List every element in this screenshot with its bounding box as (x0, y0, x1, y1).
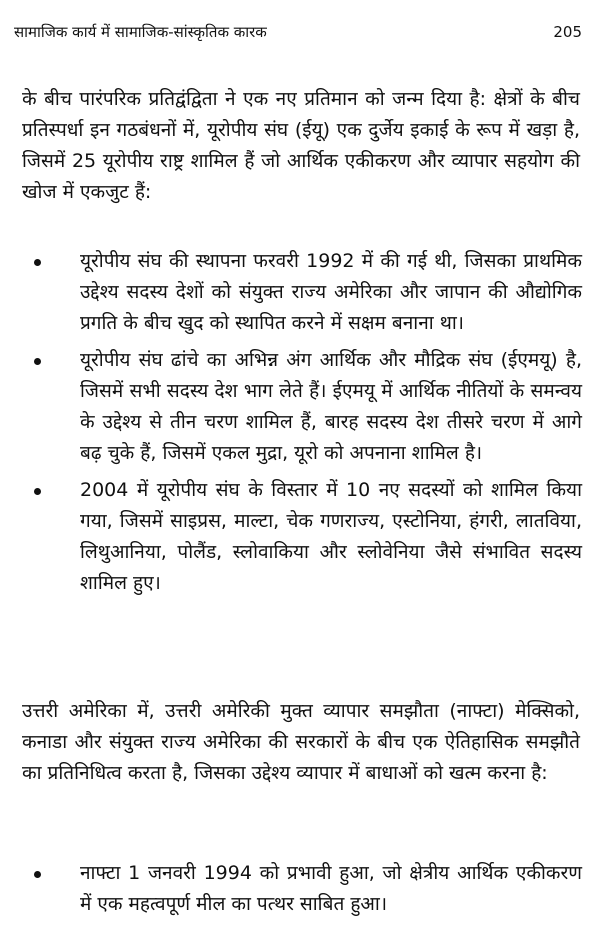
bullet-dot-icon (34, 358, 41, 365)
list-item (34, 858, 582, 920)
list-item-text: यूरोपीय संघ की स्थापना फरवरी 1992 में की गई थी, जिसका प्राथमिक उद्देश्य सदस्य देशों को संयुक्त राज्य अमेरिका और जापान की औद्योगिक प्रगति के बीच खुद को स्थापित करने में सक्षम बनाना था। (80, 250, 582, 334)
list-item-text: नाफ्टा 1 जनवरी 1994 को प्रभावी हुआ, जो क्षेत्रीय आर्थिक एकीकरण में एक महत्वपूर्ण मील का पत्थर साबित हुआ। (80, 862, 582, 915)
list-item-text: यूरोपीय संघ ढांचे का अभिन्न अंग आर्थिक और मौद्रिक संघ (ईएमयू) है, जिसमें सभी सदस्य देश भाग लेते हैं। ईएमयू में आर्थिक नीतियों के समन्वय के उद्देश्य से तीन चरण शामिल हैं, बारह सदस्य देश तीसरे चरण में आगे बढ़ चुके हैं, जिसमें एकल मुद्रा, यूरो को अपनाना शामिल है। (80, 349, 582, 464)
page-number: 205 (553, 23, 582, 41)
nafta-bullet-list (34, 858, 582, 926)
bullet-dot-icon (34, 488, 41, 495)
bullet-dot-icon (34, 259, 41, 266)
list-item (34, 246, 582, 339)
eu-bullet-list (34, 246, 582, 605)
list-item (34, 345, 582, 469)
list-item (34, 475, 582, 599)
bullet-dot-icon (34, 871, 41, 878)
running-header (14, 22, 582, 42)
running-title: सामाजिक कार्य में सामाजिक-सांस्कृतिक कारक (14, 23, 267, 41)
paragraph-nafta-intro: उत्तरी अमेरिका में, उत्तरी अमेरिकी मुक्त व्यापार समझौता (नाफ्टा) मेक्सिको, कनाडा और संयुक्त राज्य अमेरिका की सरकारों के बीच एक ऐतिहासिक समझौते का प्रतिनिधित्व करता है, जिसका उद्देश्य व्यापार में बाधाओं को खत्म करना है: (22, 700, 580, 784)
list-item-text: 2004 में यूरोपीय संघ के विस्तार में 10 नए सदस्यों को शामिल किया गया, जिसमें साइप्रस, माल्टा, चेक गणराज्य, एस्टोनिया, हंगरी, लातविया, लिथुआनिया, पोलैंड, स्लोवाकिया और स्लोवेनिया जैसे संभावित सदस्य शामिल हुए। (80, 479, 582, 594)
paragraph-eu-intro: के बीच पारंपरिक प्रतिद्वंद्विता ने एक नए प्रतिमान को जन्म दिया है: क्षेत्रों के बीच प्रतिस्पर्धा इन गठबंधनों में, यूरोपीय संघ (ईयू) एक दुर्जेय इकाई के रूप में खड़ा है, जिसमें 25 यूरोपीय राष्ट्र शामिल हैं जो आर्थिक एकीकरण और व्यापार सहयोग की खोज में एकजुट हैं: (22, 88, 580, 203)
